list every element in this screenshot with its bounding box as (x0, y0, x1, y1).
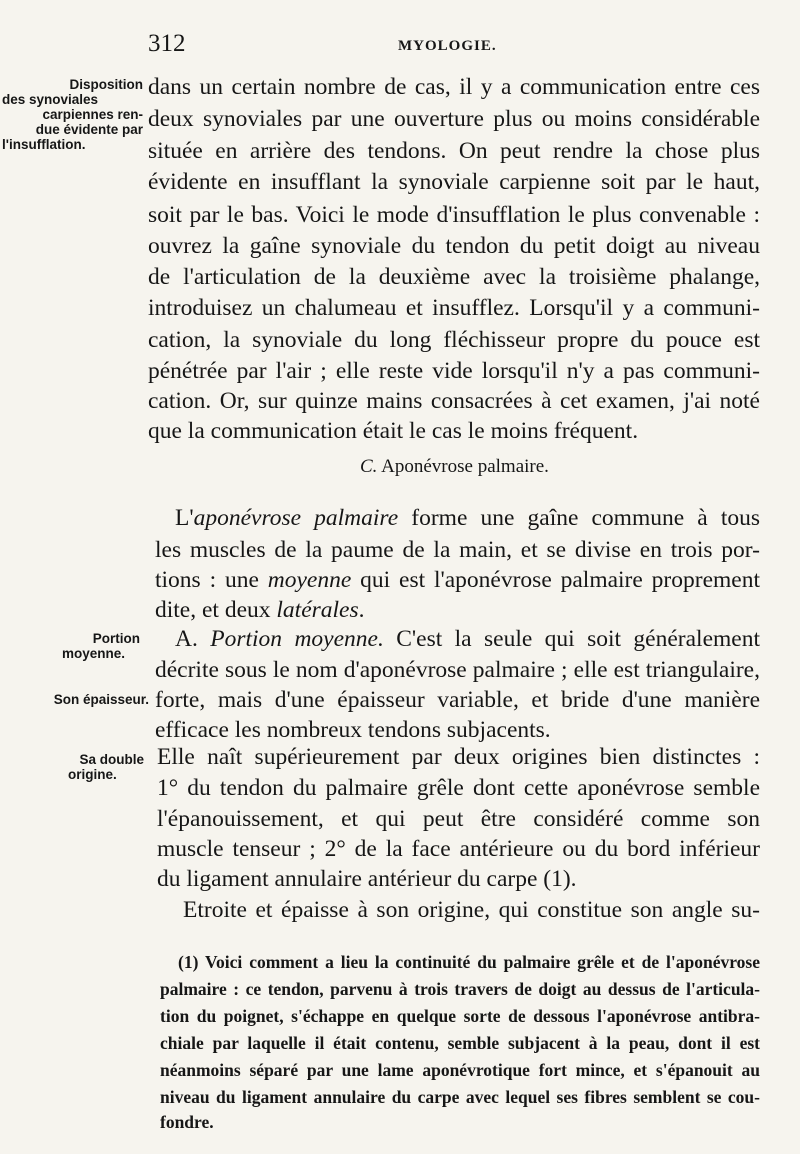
body-text-line: soit par le bas. Voici le mode d'insufflation le plus convenable : (148, 202, 760, 228)
footnote-line: tion du poignet, s'échappe en quelque sorte de dessous l'aponévrose antibra- (160, 1006, 760, 1026)
text-run: qui est l'aponévrose palmaire proprement (351, 567, 760, 593)
italic-term: latérales (276, 597, 359, 623)
body-text-line: Etroite et épaisse à son origine, qui constitue son angle su- (183, 897, 760, 923)
body-text-line: cation, la synoviale du long fléchisseur propre du pouce est (148, 327, 760, 353)
margin-note-portion-moyenne (0, 631, 140, 661)
margin-note-line: Son épaisseur. (53, 692, 149, 707)
body-text-line: dans un certain nombre de cas, il y a communication entre ces (148, 74, 760, 100)
body-text-line (155, 565, 760, 595)
body-text-line: située en arrière des tendons. On peut rendre la chose plus (148, 138, 760, 164)
body-text-line: 1° du tendon du palmaire grêle dont cette aponévrose semble (157, 775, 760, 801)
italic-term: moyenne (267, 567, 352, 593)
body-text-line: forte, mais d'une épaisseur variable, et bride d'une manière (155, 687, 760, 713)
section-heading-letter: C. (360, 456, 378, 477)
page-number: 312 (148, 30, 186, 57)
section-heading (360, 456, 549, 478)
running-head: MYOLOGIE. (398, 38, 497, 54)
margin-note-disposition (0, 77, 143, 152)
body-text-line: muscle tenseur ; 2° de la face antérieure ou du bord inférieur (157, 836, 760, 862)
body-text-line: du ligament annulaire antérieur du carpe (1). (157, 866, 577, 892)
body-text-line: cation. Or, sur quinze mains consacrées à cet examen, j'ai noté (148, 388, 760, 414)
margin-note-line: Disposition (69, 77, 143, 92)
body-text-line: de l'articulation de la deuxième avec la troisième phalange, (148, 264, 760, 290)
body-text-line (155, 595, 365, 625)
margin-note-line: Sa double (79, 752, 144, 767)
text-run: forme une gaîne commune à tous (398, 505, 760, 531)
body-text-line: ouvrez la gaîne synoviale du tendon du petit doigt au niveau (148, 233, 760, 259)
margin-note-line: des synoviales (2, 92, 99, 107)
text-run: dite, et deux (155, 597, 277, 623)
text-run: A. (175, 626, 211, 652)
text-run: L' (175, 505, 194, 531)
body-text-line: introduisez un chalumeau et insufflez. Lorsqu'il y a communi- (148, 295, 760, 321)
body-text-line: pénétrée par l'air ; elle reste vide lorsqu'il n'y a pas communi- (148, 358, 760, 384)
footnote-line: fondre. (160, 1112, 214, 1132)
body-text-line: les muscles de la paume de la main, et se divise en trois por- (155, 537, 760, 563)
page-header (148, 30, 760, 60)
margin-note-origine (0, 752, 144, 782)
body-text-line: l'épanouissement, et qui peut être considéré comme son (157, 806, 760, 832)
margin-note-line: l'insufflation. (2, 137, 86, 152)
footnote-line: palmaire : ce tendon, parvenu à trois travers de doigt au dessus de l'articula- (160, 979, 760, 999)
margin-note-line: due évidente par (35, 122, 143, 137)
footnote-line: niveau du ligament annulaire du carpe avec lequel ses fibres semblent se cou- (160, 1087, 760, 1107)
margin-note-line: carpiennes ren- (42, 107, 143, 122)
text-run: tions : une (155, 567, 268, 593)
margin-note-line: Portion (92, 631, 140, 646)
margin-note-epaisseur (0, 692, 149, 707)
footnote-line: néanmoins séparé par une lame aponévrotique fort mince, et s'épanouit au (160, 1060, 760, 1080)
body-text-line (175, 503, 760, 533)
body-text-line: efficace les nombreux tendons subjacents. (155, 717, 551, 743)
footnote-line: chiale par laquelle il était contenu, semble subjacent à la peau, dont il est (160, 1033, 760, 1053)
italic-term: aponévrose palmaire (193, 505, 399, 531)
margin-note-line: origine. (68, 767, 117, 782)
body-text-line: Elle naît supérieurement par deux origines bien distinctes : (157, 744, 760, 770)
body-text-line: évidente en insufflant la synoviale carpienne soit par le haut, (148, 169, 760, 195)
body-text-line: décrite sous le nom d'aponévrose palmaire ; elle est triangulaire, (155, 657, 760, 683)
margin-note-line: moyenne. (62, 646, 126, 661)
body-text-line (175, 624, 760, 654)
text-run: . (358, 597, 365, 623)
text-run: C'est la seule qui soit généralement (383, 626, 760, 652)
section-heading-text: Aponévrose palmaire. (381, 456, 549, 477)
italic-term: Portion moyenne. (210, 626, 384, 652)
body-text-line: deux synoviales par une ouverture plus ou moins considérable (148, 106, 760, 132)
footnote-line: (1) Voici comment a lieu la continuité du palmaire grêle et de l'aponévrose (178, 952, 760, 972)
body-text-line: que la communication était le cas le moins fréquent. (148, 418, 639, 444)
